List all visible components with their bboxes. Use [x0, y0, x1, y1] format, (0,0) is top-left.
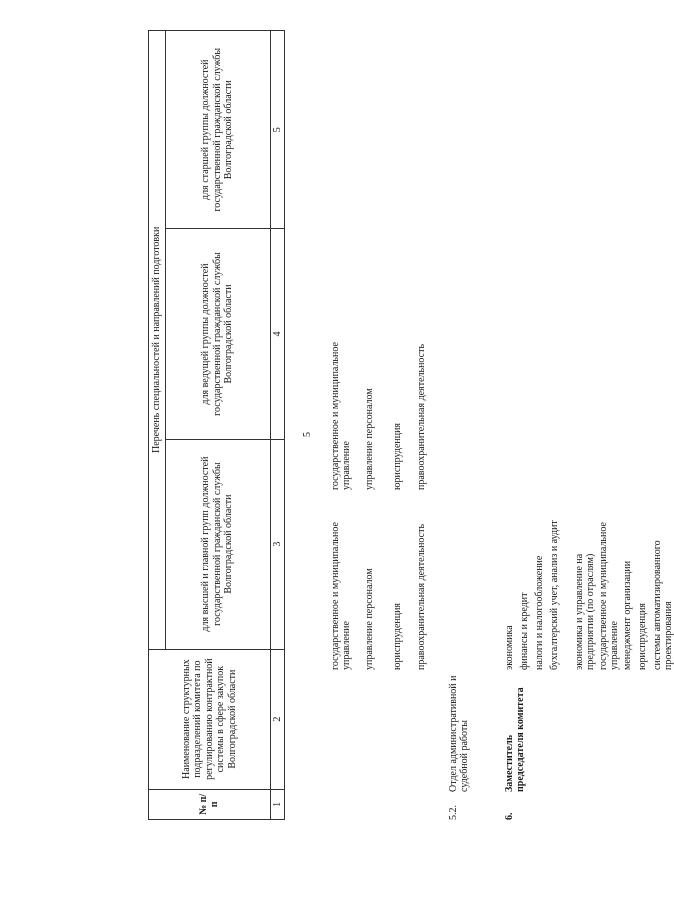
row6-col3-item: системы автоматизированного проектирования [652, 540, 674, 670]
row6-col3-item: финансы и кредит [519, 592, 530, 670]
header-senior-group: для старшей группы должностей государственной гражданской службы Волгоградской области [165, 31, 270, 229]
cont-col3-item: правоохранительная деятельность [416, 523, 427, 670]
column-number-5: 5 [270, 31, 285, 229]
cont-col4-item: управление персоналом [364, 388, 375, 490]
header-number: № п/п [149, 789, 271, 819]
header-specialties-group: Перечень специальностей и направлений подготовки [149, 31, 166, 650]
page-number: 5 [302, 432, 313, 437]
rotated-document-page [148, 30, 674, 820]
header-leading-group: для ведущей группы должностей государственной гражданской службы Волгоградской области [165, 229, 270, 439]
row-number: 6. [504, 812, 515, 820]
cont-col4-item: юриспруденция [392, 422, 403, 490]
column-number-2: 2 [270, 649, 285, 789]
cont-col3-item: управление персоналом [364, 568, 375, 670]
row6-col3-item: налоги и налогообложение [534, 555, 545, 670]
cont-col4-item: правоохранительная деятельность [416, 343, 427, 490]
row6-col3-item: государственное и муниципальное управление [598, 522, 621, 670]
column-number-3: 3 [270, 439, 285, 649]
row6-col3-item: экономика [504, 625, 515, 670]
row6-col3-item: экономика и управление на предприятии (по отраслям) [574, 553, 597, 670]
row6-col3-item: бухгалтерский учет, анализ и аудит [549, 520, 560, 670]
column-number-4: 4 [270, 229, 285, 439]
header-unit-name: Наименование структурных подразделений комитета по регулированию контрактной системы в сфере закупок Волгоградской области [149, 649, 271, 789]
row-unit-name: Заместитель председателя комитета [504, 687, 527, 792]
cont-col4-item: государственное и муниципальное управление [330, 342, 353, 490]
header-highest-group: для высшей и главной групп должностей государственной гражданской службы Волгоградской области [165, 439, 270, 649]
specialties-table [148, 30, 285, 820]
row-number: 5.2. [448, 805, 459, 820]
row6-col3-item: юриспруденция [637, 602, 648, 670]
row-unit-name: Отдел административной и судебной работы [448, 675, 471, 792]
column-number-1: 1 [270, 789, 285, 819]
cont-col3-item: юриспруденция [392, 602, 403, 670]
row6-col3-item: менеджмент организации [622, 560, 633, 670]
cont-col3-item: государственное и муниципальное управление [330, 522, 353, 670]
